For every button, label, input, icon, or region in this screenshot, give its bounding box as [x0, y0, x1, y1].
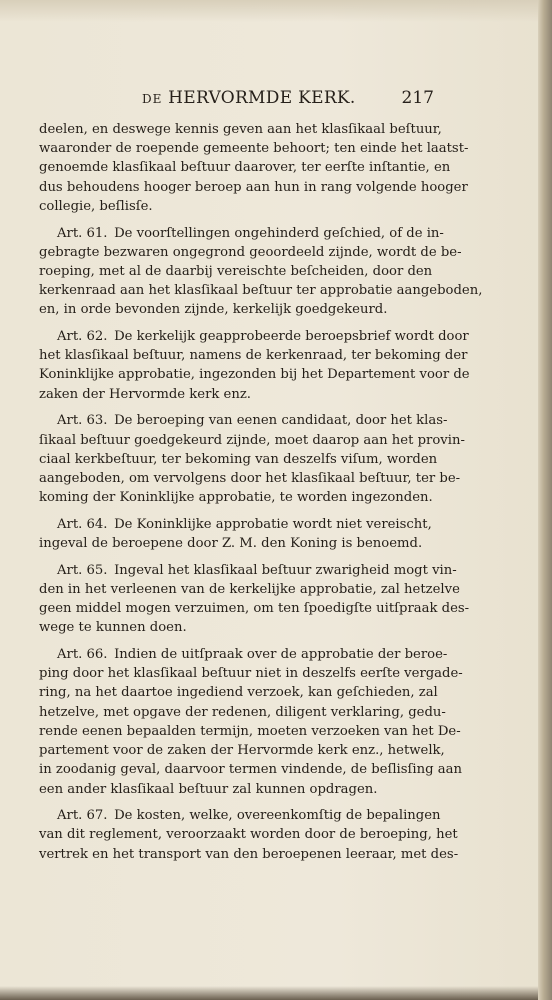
text-line [39, 760, 462, 779]
article-paragraph [39, 411, 465, 507]
text-line [39, 488, 433, 507]
text-line [39, 158, 451, 177]
text-line [39, 300, 429, 319]
article-paragraph [39, 645, 463, 799]
text-line [39, 450, 438, 469]
line-text: ſikaal beſtuur goedgekeurd zijnde, moet daarop aan het provin- [39, 432, 465, 448]
line-text: roeping, met al de daarbij vereischte beſcheiden, door den [39, 263, 433, 279]
text-line [39, 262, 433, 281]
line-text: en, in orde bevonden zijnde, kerkelijk goedgekeurd. [39, 302, 388, 318]
text-line [39, 741, 445, 760]
text-line [39, 365, 470, 384]
line-text: in zoodanig geval, daarvoor termen vindende, de beſlisſing aan [39, 762, 462, 778]
article-paragraph [39, 561, 470, 638]
line-text: collegie, beſlisſe. [39, 198, 153, 214]
text-line [39, 561, 457, 580]
text-line [39, 243, 462, 262]
line-text: vertrek en het transport van den beroepenen leeraar, met des- [39, 846, 459, 862]
text-line [39, 664, 463, 683]
line-text: aangeboden, om vervolgens door het klasſikaal beſtuur, ter be- [39, 470, 461, 486]
text-line [39, 120, 442, 139]
page-top-shadow [0, 0, 538, 22]
line-text: een ander klasſikaal beſtuur zal kunnen opdragen. [39, 781, 378, 797]
line-text: De kerkelijk geapprobeerde beroepsbrief wordt door [114, 329, 469, 345]
running-title-prefix: DE [142, 92, 163, 106]
text-line [39, 431, 465, 450]
text-line [39, 703, 446, 722]
line-text: wege te kunnen doen. [39, 620, 187, 636]
line-text: hetzelve, met opgave der redenen, diligent verklaring, gedu- [39, 704, 446, 720]
text-line [39, 722, 461, 741]
article-label: Art. 67. [57, 808, 108, 824]
running-title-text: HERVORMDE KERK. [168, 88, 356, 108]
article-label: Art. 61. [57, 225, 108, 241]
text-line [39, 534, 429, 553]
text-line [39, 780, 429, 799]
line-text: het klasſikaal beſtuur, namens de kerkenraad, ter bekoming der [39, 348, 468, 364]
line-text: deelen, en deswege kennis geven aan het klasſikaal beſtuur, [39, 122, 442, 137]
line-text: ciaal kerkbeſtuur, ter bekoming van deszelfs viſum, worden [39, 451, 438, 467]
running-header [142, 88, 434, 110]
text-line [39, 825, 458, 844]
line-text: rende eenen bepaalden termijn, moeten verzoeken van het De- [39, 723, 461, 739]
line-text: De Koninklijke approbatie wordt niet vereischt, [114, 516, 432, 532]
line-text: genoemde klasſikaal beſtuur daarover, ter eerſte inſtantie, en [39, 160, 451, 176]
text-line [39, 845, 459, 864]
text-line [39, 346, 468, 365]
line-text: Koninklijke approbatie, ingezonden bij het Departement voor de [39, 367, 470, 383]
article-paragraph [39, 327, 470, 404]
line-text: zaken der Hervormde kerk enz. [39, 386, 251, 402]
article-label: Art. 62. [57, 329, 108, 345]
text-line [39, 515, 432, 534]
text-line [39, 580, 460, 599]
article-label: Art. 64. [57, 516, 108, 532]
text-line [39, 469, 461, 488]
text-line [39, 281, 483, 300]
line-text: partement voor de zaken der Hervormde kerk enz., hetwelk, [39, 743, 445, 759]
line-text: Ingeval het klasſikaal beſtuur zwarigheid mogt vin- [114, 562, 457, 578]
text-line [39, 645, 448, 664]
line-text: kerkenraad aan het klasſikaal beſtuur ter approbatie aangeboden, [39, 283, 483, 299]
article-label: Art. 66. [57, 647, 108, 663]
text-line [39, 139, 469, 158]
line-text: gebragte bezwaren ongegrond geoordeeld zijnde, wordt de be- [39, 244, 462, 260]
text-line [39, 411, 448, 430]
article-label: Art. 63. [57, 413, 108, 429]
line-text: van dit reglement, veroorzaakt worden door de beroeping, het [39, 827, 458, 843]
text-line [39, 197, 429, 216]
line-text: waaronder de roepende gemeente behoort; ten einde het laatst- [39, 141, 469, 157]
line-text: Indien de uitſpraak over de approbatie der beroe- [114, 647, 448, 663]
text-line [39, 683, 438, 702]
article-label: Art. 65. [57, 562, 108, 578]
line-text: De voorſtellingen ongehinderd geſchied, of de in- [114, 225, 444, 241]
article-paragraph [39, 806, 459, 864]
line-text: De beroeping van eenen candidaat, door het klas- [114, 413, 448, 429]
text-line [39, 327, 469, 346]
line-text: dus behoudens hooger beroep aan hun in rang volgende hooger [39, 179, 468, 195]
text-line [39, 599, 470, 618]
text-line [39, 806, 441, 825]
line-text: ingeval de beroepene door Z. M. den Koning is benoemd. [39, 536, 423, 552]
text-line [39, 178, 468, 197]
page-edge [538, 0, 552, 1000]
line-text: ping door het klasſikaal beſtuur niet in deszelfs eerſte vergade- [39, 666, 463, 682]
line-text: geen middel mogen verzuimen, om ten ſpoedigſte uitſpraak des- [39, 601, 470, 617]
article-paragraph [39, 224, 483, 320]
page-number: 217 [401, 88, 434, 108]
line-text: De kosten, welke, overeenkomſtig de bepalingen [114, 808, 441, 824]
text-line [39, 224, 444, 243]
line-text: ring, na het daartoe ingediend verzoek, kan geſchieden, zal [39, 685, 438, 701]
body-text [39, 120, 483, 871]
text-line [39, 618, 429, 637]
text-line [39, 385, 429, 404]
continued-paragraph [39, 120, 469, 216]
line-text: koming der Koninklijke approbatie, te worden ingezonden. [39, 490, 433, 506]
article-paragraph [39, 515, 432, 553]
line-text: den in het verleenen van de kerkelijke approbatie, zal hetzelve [39, 581, 460, 597]
running-title [142, 88, 356, 108]
page-bottom-shadow [0, 986, 538, 1000]
